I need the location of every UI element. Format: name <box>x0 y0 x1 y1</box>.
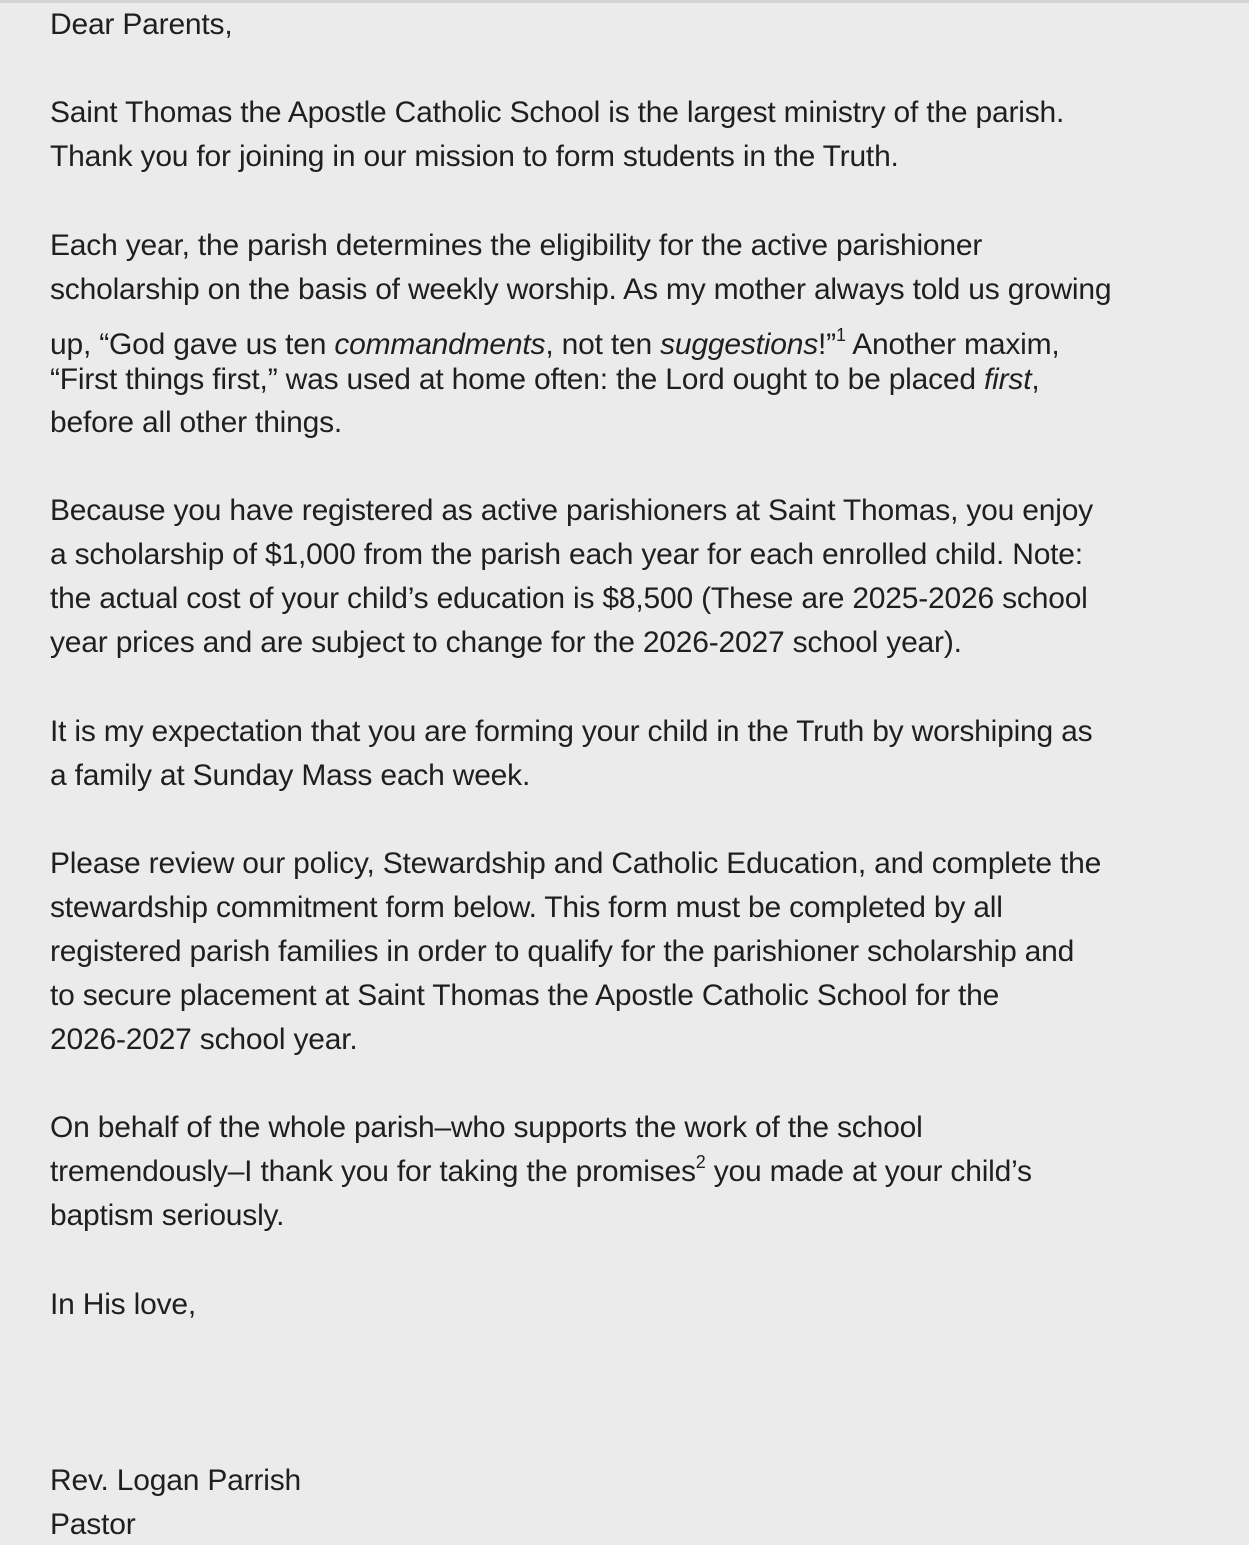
emphasis-commandments: commandments <box>334 328 546 361</box>
paragraph-2-line-1: Each year, the parish determines the eligibility for the active parishioner <box>50 229 983 262</box>
paragraph-3-line-1: Because you have registered as active parishioners at Saint Thomas, you enjoy <box>50 494 1093 527</box>
paragraph-5-line-5: 2026-2027 school year. <box>50 1023 358 1056</box>
paragraph-5-line-2: stewardship commitment form below. This form must be completed by all <box>50 891 1003 924</box>
paragraph-5-line-4: to secure placement at Saint Thomas the Apostle Catholic School for the <box>50 979 1000 1012</box>
footnote-marker-2: 2 <box>695 1152 706 1172</box>
paragraph-3-line-2: a scholarship of $1,000 from the parish each year for each enrolled child. Note: <box>50 538 1083 571</box>
paragraph-6-line-3: baptism seriously. <box>50 1199 285 1232</box>
emphasis-first: first <box>984 363 1032 396</box>
closing: In His love, <box>50 1288 196 1321</box>
paragraph-5-line-1: Please review our policy, Stewardship and Catholic Education, and complete the <box>50 847 1102 880</box>
text-segment: tremendously–I thank you for taking the promises <box>50 1155 696 1188</box>
signature-name: Rev. Logan Parrish <box>50 1464 301 1497</box>
text-segment: !” <box>818 328 836 361</box>
paragraph-2-line-4 <box>50 362 1040 398</box>
text-segment: “First things first,” was used at home often: the Lord ought to be placed <box>50 363 985 396</box>
paragraph-5-line-3: registered parish families in order to qualify for the parishioner scholarship and <box>50 935 1075 968</box>
signature-title: Pastor <box>50 1508 136 1541</box>
text-segment: , <box>1031 363 1040 396</box>
paragraph-2-line-2: scholarship on the basis of weekly worship. As my mother always told us growing <box>50 273 1112 306</box>
text-segment: , not ten <box>545 328 661 361</box>
paragraph-6-line-2 <box>50 1154 1032 1190</box>
text-segment: up, “God gave us ten <box>50 328 335 361</box>
paragraph-1-line-1: Saint Thomas the Apostle Catholic School is the largest ministry of the parish. <box>50 96 1065 129</box>
text-segment: Another maxim, <box>845 328 1060 361</box>
paragraph-2-line-3 <box>50 327 1060 363</box>
emphasis-suggestions: suggestions <box>660 328 819 361</box>
paragraph-2-line-5: before all other things. <box>50 406 343 439</box>
greeting: Dear Parents, <box>50 8 233 41</box>
paragraph-6-line-1: On behalf of the whole parish–who supports the work of the school <box>50 1111 923 1144</box>
paragraph-4-line-1: It is my expectation that you are forming your child in the Truth by worshiping as <box>50 715 1093 748</box>
paragraph-4-line-2: a family at Sunday Mass each week. <box>50 759 531 792</box>
footnote-marker-1: 1 <box>835 325 846 345</box>
text-segment: you made at your child’s <box>705 1155 1032 1188</box>
paragraph-3-line-3: the actual cost of your child’s education is $8,500 (These are 2025-2026 school <box>50 582 1088 615</box>
paragraph-3-line-4: year prices and are subject to change for the 2026-2027 school year). <box>50 626 962 659</box>
paragraph-1-line-2: Thank you for joining in our mission to form students in the Truth. <box>50 140 899 173</box>
